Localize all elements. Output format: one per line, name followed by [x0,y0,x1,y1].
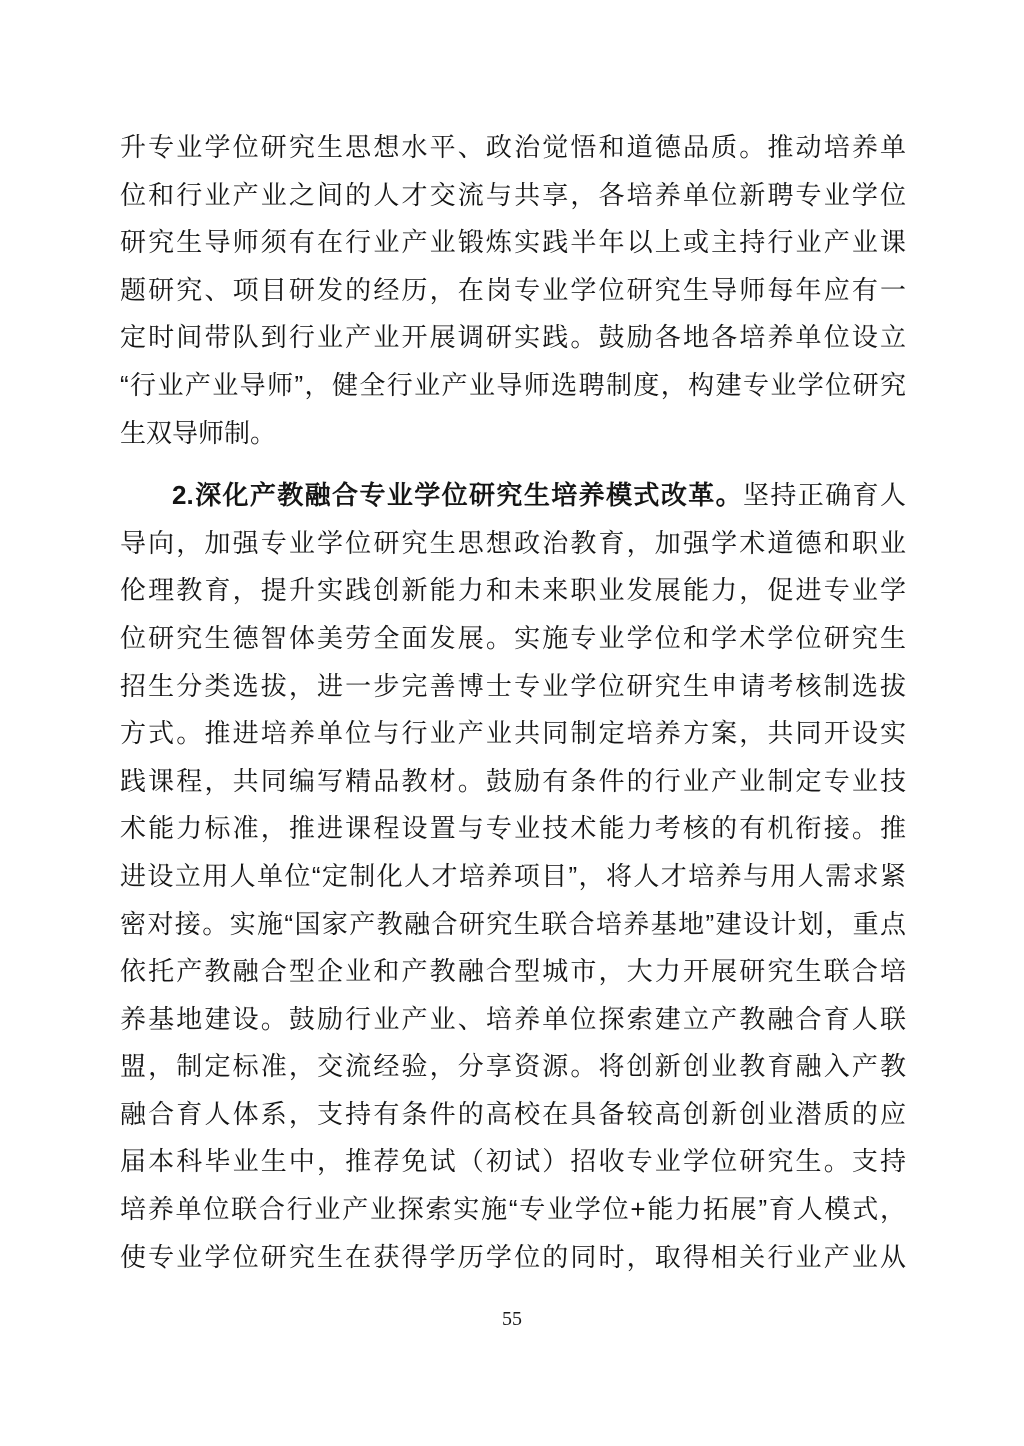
text-line: 导向，加强专业学位研究生思想政治教育，加强学术道德和职业 [120,527,906,558]
text-line: 题研究、项目研发的经历，在岗专业学位研究生导师每年应有一 [120,274,906,305]
bold-run: 2.深化产教融合专业学位研究生培养模式改革。 [172,480,744,511]
paragraph-2 [120,472,906,1281]
text-line: 届本科毕业生中，推荐免试（初试）招收专业学位研究生。支持 [120,1146,906,1177]
paragraph-1 [120,124,906,457]
text-line: 密对接。实施“国家产教融合研究生联合培养基地”建设计划，重点 [120,908,906,939]
text-line: 伦理教育，提升实践创新能力和未来职业发展能力，促进专业学 [120,575,906,606]
text-line: 培养单位联合行业产业探索实施“专业学位+能力拓展”育人模式， [120,1194,906,1225]
text-line: 招生分类选拔，进一步完善博士专业学位研究生申请考核制选拔 [120,670,906,701]
text-line: 生双导师制。 [120,417,277,448]
text-line: 术能力标准，推进课程设置与专业技术能力考核的有机衔接。推 [120,813,906,844]
text-line: 研究生导师须有在行业产业锻炼实践半年以上或主持行业产业课 [120,227,906,258]
text-line: 融合育人体系，支持有条件的高校在具备较高创新创业潜质的应 [120,1098,906,1129]
text-line: 定时间带队到行业产业开展调研实践。鼓励各地各培养单位设立 [120,322,906,353]
page-number: 55 [502,1308,522,1330]
text-line: 进设立用人单位“定制化人才培养项目”，将人才培养与用人需求紧 [120,860,906,891]
text-line: 位和行业产业之间的人才交流与共享，各培养单位新聘专业学位 [120,179,906,210]
text-body [120,124,906,1281]
text-line: 方式。推进培养单位与行业产业共同制定培养方案，共同开设实 [120,718,906,749]
text-line: “行业产业导师”，健全行业产业导师选聘制度，构建专业学位研究 [120,369,906,400]
text-line: 位研究生德智体美劳全面发展。实施专业学位和学术学位研究生 [120,622,906,653]
text-line: 盟，制定标准，交流经验，分享资源。将创新创业教育融入产教 [120,1051,906,1082]
text-line: 升专业学位研究生思想水平、政治觉悟和道德品质。推动培养单 [120,132,906,162]
text-line: 养基地建设。鼓励行业产业、培养单位探索建立产教融合育人联 [120,1003,906,1034]
text-line: 依托产教融合型企业和产教融合型城市，大力开展研究生联合培 [120,956,906,987]
text-line: 2.深化产教融合专业学位研究生培养模式改革。坚持正确育人 [172,480,906,511]
text-line: 践课程，共同编写精品教材。鼓励有条件的行业产业制定专业技 [120,765,906,796]
text-line: 使专业学位研究生在获得学历学位的同时，取得相关行业产业从 [120,1241,906,1272]
